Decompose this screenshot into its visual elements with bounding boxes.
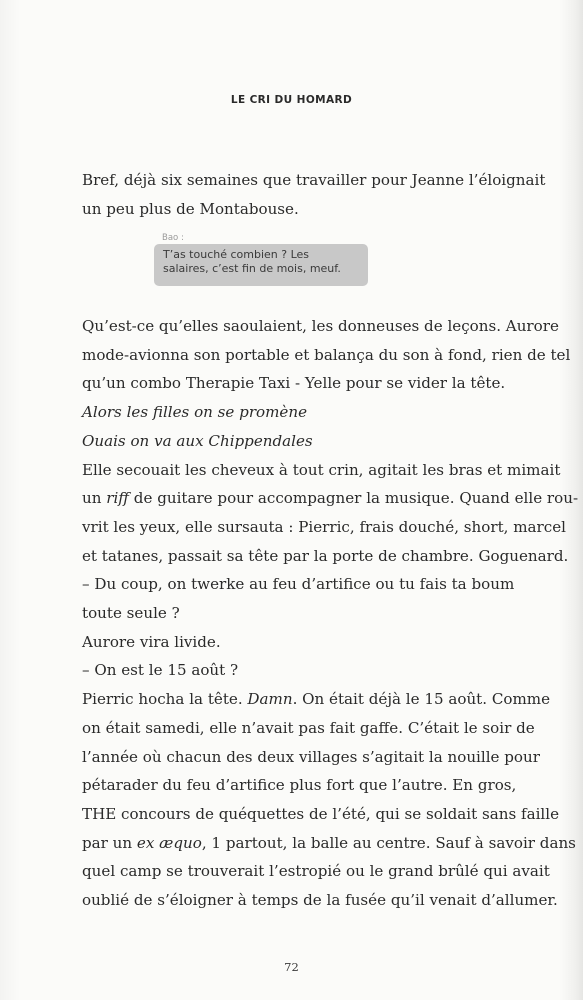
text-fragment: un xyxy=(82,489,107,508)
text-line: Aurore vira livide. xyxy=(82,632,221,651)
sms-line: T’as touché combien ? Les xyxy=(163,248,310,261)
text-line: quel camp se trouverait l’estropié ou le grand brûlé qui avait xyxy=(82,862,550,881)
text-line: un peu plus de Montabouse. xyxy=(82,199,299,218)
text-line: Elle secouait les cheveux à tout crin, agitait les bras et mimait xyxy=(82,460,561,479)
text-line: Bref, déjà six semaines que travailler pour Jeanne l’éloignait xyxy=(82,171,546,189)
song-lyric: Ouais on va aux Chippendales xyxy=(82,431,313,450)
text-line: on était samedi, elle n’avait pas fait gaffe. C’était le soir de xyxy=(82,718,535,737)
text-line: l’année où chacun des deux villages s’agitait la nouille pour xyxy=(82,747,540,766)
text-line xyxy=(82,829,576,858)
text-line: et tatanes, passait sa tête par la porte de chambre. Goguenard. xyxy=(82,546,569,565)
text-fragment: Pierric hocha la tête. xyxy=(82,690,248,709)
text-line: qu’un combo Therapie Taxi - Yelle pour se vider la tête. xyxy=(82,374,506,393)
body-text xyxy=(82,312,579,915)
song-lyric-line xyxy=(82,427,506,456)
sms-sender: Bao : xyxy=(162,233,184,243)
text-line: THE concours de quéquettes de l’été, qui se soldait sans faille xyxy=(82,804,560,823)
song-lyric: Alors les filles on se promène xyxy=(82,403,308,422)
text-line xyxy=(82,484,579,513)
text-fragment: . On était déjà le 15 août. Comme xyxy=(292,690,551,709)
text-line: pétarader du feu d’artifice plus fort que l’autre. En gros, xyxy=(82,776,517,795)
text-line xyxy=(82,685,551,714)
running-head: LE CRI DU HOMARD xyxy=(230,94,353,106)
text-fragment: de guitare pour accompagner la musique. Quand elle rou- xyxy=(129,489,579,508)
page-number: 72 xyxy=(284,960,299,974)
sms-bubble xyxy=(154,244,368,286)
text-fragment: , 1 partout, la balle au centre. Sauf à savoir dans xyxy=(201,833,576,852)
intro-paragraph xyxy=(82,166,546,223)
song-lyric-line xyxy=(82,398,506,427)
emphasis-text: Damn xyxy=(247,690,293,709)
text-line: vrit les yeux, elle sursauta : Pierric, frais douché, short, marcel xyxy=(82,517,566,536)
text-line: oublié de s’éloigner à temps de la fusée qu’il venait d’allumer. xyxy=(82,891,558,910)
text-line: mode-avionna son portable et balança du son à fond, rien de tel xyxy=(82,345,571,364)
text-line: Qu’est-ce qu’elles saoulaient, les donneuses de leçons. Aurore xyxy=(82,317,559,335)
dialogue-line: – Du coup, on twerke au feu d’artifice ou tu fais ta boum xyxy=(82,575,515,594)
emphasis-text: riff xyxy=(106,489,129,508)
sms-line: salaires, c’est fin de mois, meuf. xyxy=(163,262,341,275)
text-line: toute seule ? xyxy=(82,604,180,623)
dialogue-line: – On est le 15 août ? xyxy=(82,661,239,680)
text-fragment: par un xyxy=(82,833,137,852)
emphasis-text: ex æquo xyxy=(136,833,202,852)
sms-message xyxy=(154,232,368,286)
